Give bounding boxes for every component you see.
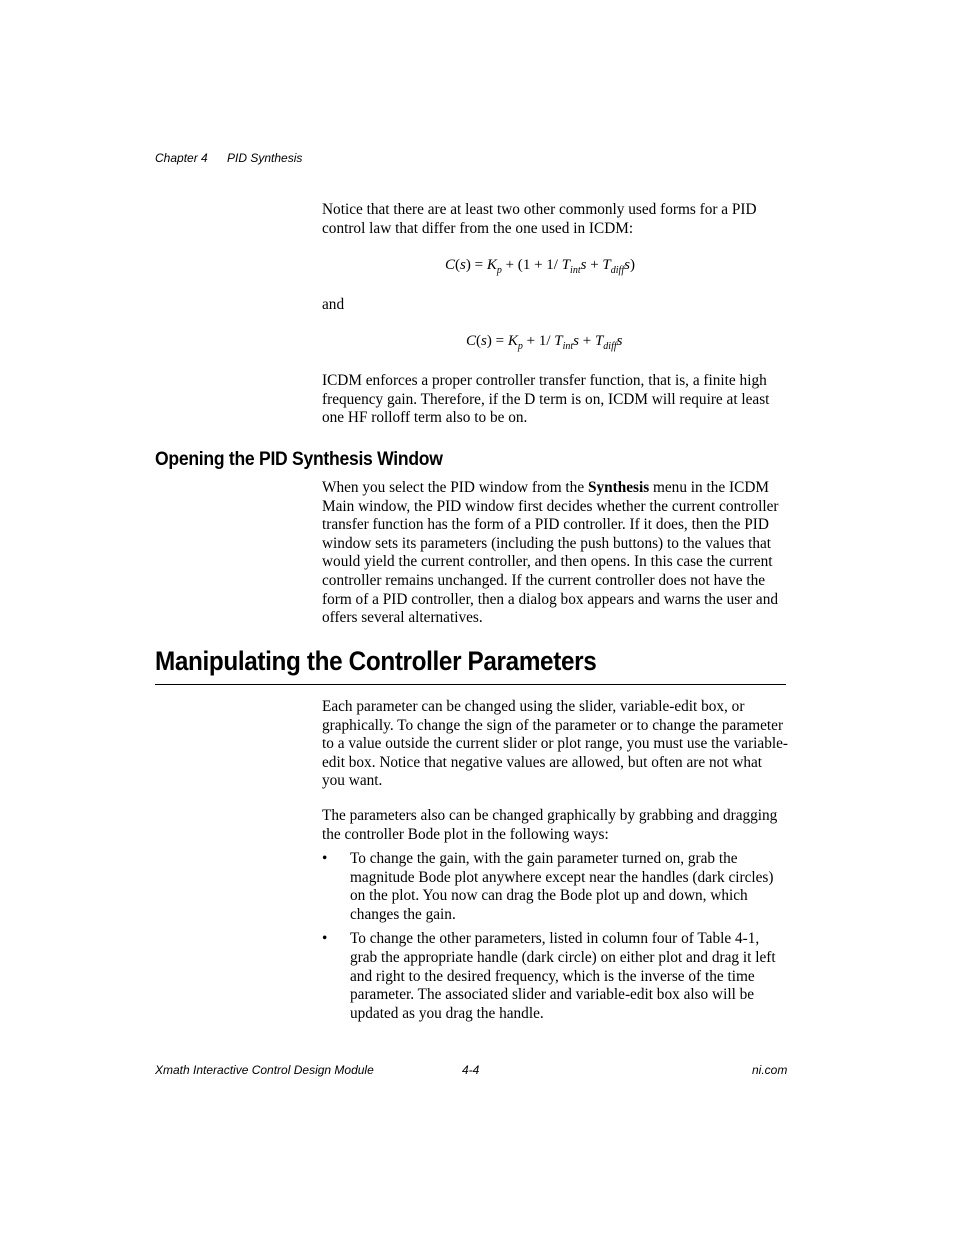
equation-2: $C(s) = K_p + 1/$ $T_{int}s + T_{diff}s$ — [466, 333, 623, 352]
manipulating-paragraph-1 — [322, 698, 788, 791]
footer-title: Xmath Interactive Control Design Module — [155, 1063, 374, 1077]
footer-site: ni.com — [752, 1063, 788, 1077]
running-header — [155, 151, 302, 165]
bullet-list — [322, 850, 788, 1023]
intro-text: Notice that there are at least two other commonly used forms for a PID control law that differ from the one used in ICDM: — [322, 201, 757, 237]
section-heading-opening: Opening the PID Synthesis Window — [155, 448, 443, 470]
and-line — [322, 296, 788, 315]
and-text: and — [322, 296, 345, 313]
section-rule — [155, 684, 786, 685]
header-chapter: Chapter 4 — [155, 151, 208, 165]
chapter-section-title: Manipulating the Controller Parameters — [155, 646, 597, 676]
manipulating-paragraph-2 — [322, 807, 788, 844]
manipulating-text-1: Each parameter can be changed using the slider, variable-edit box, or graphically. To change the sign of the parameter or to change the parameter to a value outside the current slider or plot range, you must use the variable-edit box. Notice that negative values are allowed, but often are not what you want. — [322, 698, 788, 790]
footer-page-number: 4-4 — [462, 1063, 480, 1077]
intro-paragraph — [322, 201, 788, 238]
bullet-icon: • — [322, 930, 328, 948]
list-item: • To change the other parameters, listed in column four of Table 4-1, grab the appropriate handle (dark circle) on either plot and drag it left and right to the desired frequency, which is the inverse of the time parameter. The associated slider and variable-edit box also will be updated as you drag the handle. — [322, 930, 776, 1022]
equation-1: $C(s) = K_p + (1 + 1/$ $T_{int}s + T_{diff}s$) — [445, 257, 635, 276]
opening-paragraph: When you select the PID window from the Synthesis menu in the ICDM Main window, the PID window first decides whether the current controller transfer function has the form of a PID controller. If it does, then the PID window sets its parameters (including the push buttons) to the values that would yield the current controller, and then opens. In this case the current controller remains unchanged. If the current controller does not have the form of a PID controller, then a dialog box appears and warns the user and offers several alternatives. — [322, 479, 779, 627]
proper-transfer-paragraph — [322, 372, 788, 428]
synthesis-menu-term: Synthesis — [587, 479, 650, 496]
header-section: PID Synthesis — [227, 151, 303, 165]
bullet-icon: • — [322, 850, 328, 867]
list-item: • To change the gain, with the gain parameter turned on, grab the magnitude Bode plot anywhere except near the handles (dark circles) on the plot. You now can drag the Bode plot up and down, which changes the gain. — [322, 850, 774, 923]
manipulating-text-2: The parameters also can be changed graphically by grabbing and dragging the controller Bode plot in the following ways: — [322, 807, 778, 843]
proper-transfer-text: ICDM enforces a proper controller transfer function, that is, a finite high frequency gain. Therefore, if the D term is on, ICDM will require at least one HF rolloff term also to be on. — [322, 372, 770, 427]
